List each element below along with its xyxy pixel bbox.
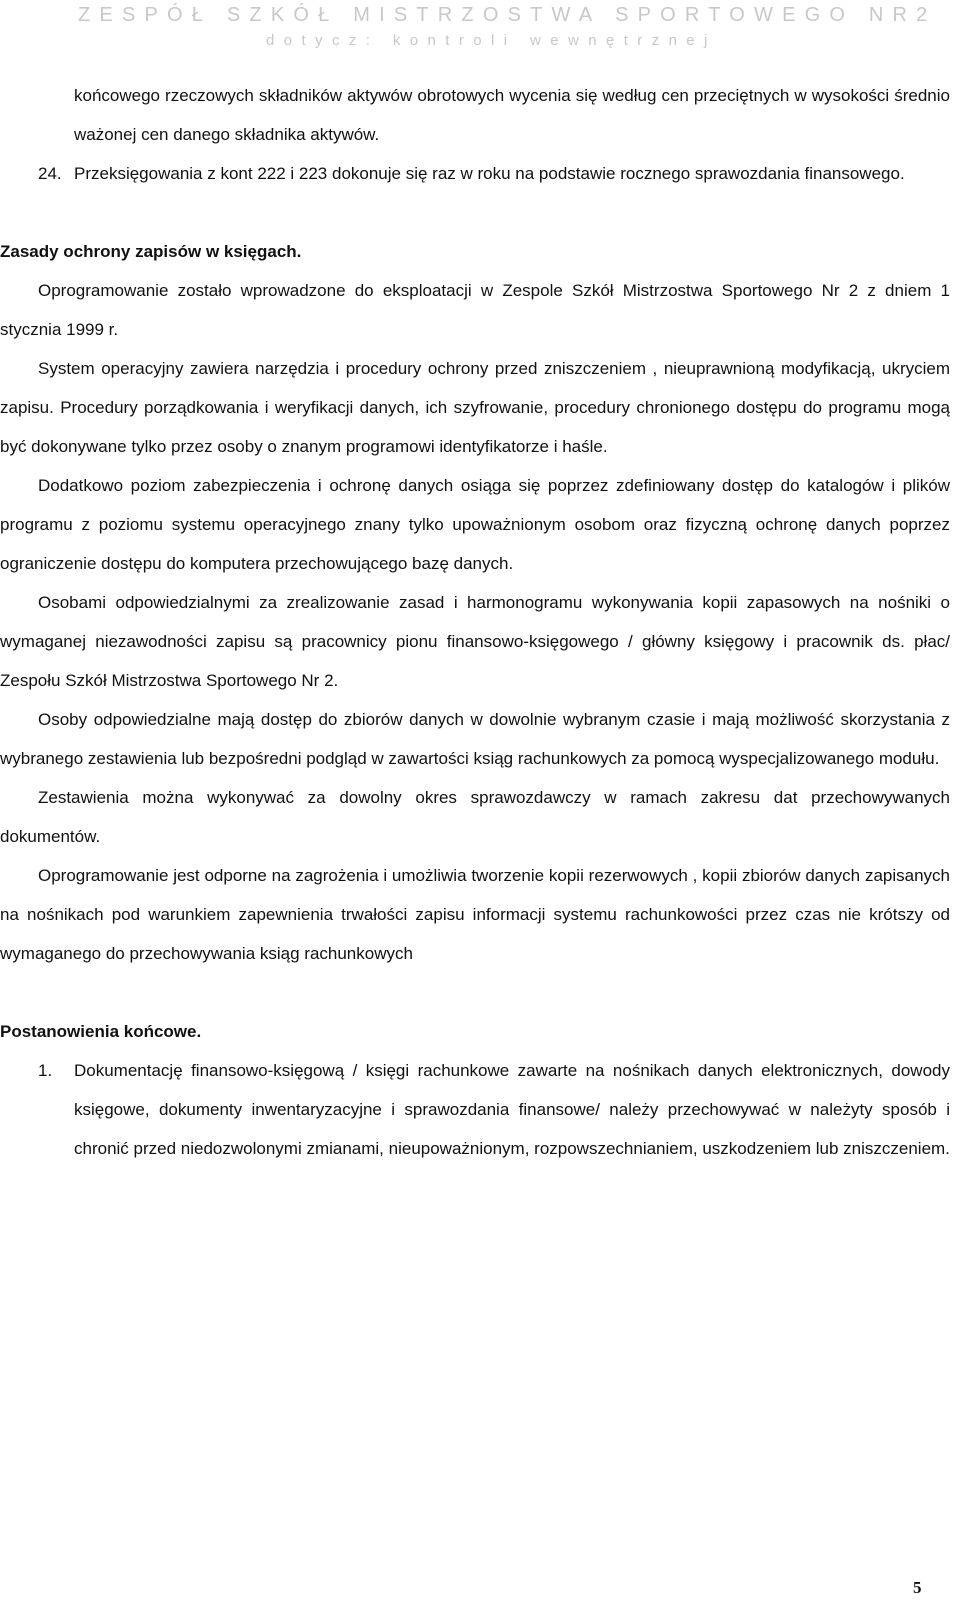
spacer (0, 193, 950, 232)
document-body (0, 76, 950, 1168)
spacer (0, 973, 950, 1012)
list-item-final-1 (0, 1051, 950, 1168)
paragraph-software: Oprogramowanie zostało wprowadzone do eksploatacji w Zespole Szkół Mistrzostwa Sportowego Nr 2 z dniem 1 stycznia 1999 r. (0, 281, 950, 339)
list-item-text: Przeksięgowania z kont 222 i 223 dokonuje się raz w roku na podstawie rocznego sprawozdania finansowego. (74, 164, 905, 183)
list-item-number: 1. (38, 1061, 53, 1080)
paragraph-responsible-persons: Osobami odpowiedzialnymi za zrealizowanie zasad i harmonogramu wykonywania kopii zapasowych na nośniki o wymaganej niezawodności zapisu są pracownicy pionu finansowo-księgowego / główny księgowy i pracownik ds. płac/ Zespołu Szkół Mistrzostwa Sportowego Nr 2. (0, 593, 950, 690)
section-heading-final: Postanowienia końcowe. (0, 1022, 202, 1041)
header-subtitle: dotycz: kontroli wewnętrznej (266, 32, 717, 49)
paragraph-system: System operacyjny zawiera narzędzia i procedury ochrony przed zniszczeniem , nieuprawnioną modyfikacją, ukryciem zapisu. Procedury porządkowania i weryfikacji danych, ich szyfrowanie, procedury chronionego dostępu do programu mogą być dokonywane tylko przez osoby o znanym programowi identyfikatorze i haśle. (0, 359, 950, 456)
paragraph-additional-protection: Dodatkowo poziom zabezpieczenia i ochronę danych osiąga się poprzez zdefiniowany dostęp do katalogów i plików programu z poziomu systemu operacyjnego znany tylko upoważnionym osobom oraz fizyczną ochronę danych poprzez ograniczenie dostępu do komputera przechowującego bazę danych. (0, 476, 950, 573)
paragraph-reports: Zestawienia można wykonywać za dowolny okres sprawozdawczy w ramach zakresu dat przechowywanych dokumentów. (0, 788, 950, 846)
paragraph-access: Osoby odpowiedzialne mają dostęp do zbiorów danych w dowolnie wybranym czasie i mają możliwość skorzystania z wybranego zestawienia lub bezpośredni podgląd w zawartości ksiąg rachunkowych za pomocą wyspecjalizowanego modułu. (0, 710, 950, 768)
page-header (0, 0, 960, 60)
header-title: ZESPÓŁ SZKÓŁ MISTRZOSTWA SPORTOWEGO NR2 (78, 4, 937, 26)
section-heading-security: Zasady ochrony zapisów w księgach. (0, 242, 302, 261)
paragraph-resistance: Oprogramowanie jest odporne na zagrożenia i umożliwia tworzenie kopii rezerwowych , kopii zbiorów danych zapisanych na nośnikach pod warunkiem zapewnienia trwałości zapisu informacji systemu rachunkowości przez czas nie krótszy od wymaganego do przechowywania ksiąg rachunkowych (0, 866, 950, 963)
paragraph-valuation-continuation: końcowego rzeczowych składników aktywów obrotowych wycenia się według cen przeciętnych w wysokości średnio ważonej cen danego składnika aktywów. (74, 86, 950, 144)
list-item-text: Dokumentację finansowo-księgową / księgi rachunkowe zawarte na nośnikach danych elektronicznych, dowody księgowe, dokumenty inwentaryzacyjne i sprawozdania finansowe/ należy przechowywać w należyty sposób i chronić przed niedozwolonymi zmianami, nieupoważnionym, rozpowszechnianiem, uszkodzeniem lub zniszczeniem. (74, 1061, 950, 1158)
list-item-number: 24. (38, 164, 62, 183)
page-number: 5 (913, 1578, 922, 1597)
list-item-24 (0, 154, 950, 193)
